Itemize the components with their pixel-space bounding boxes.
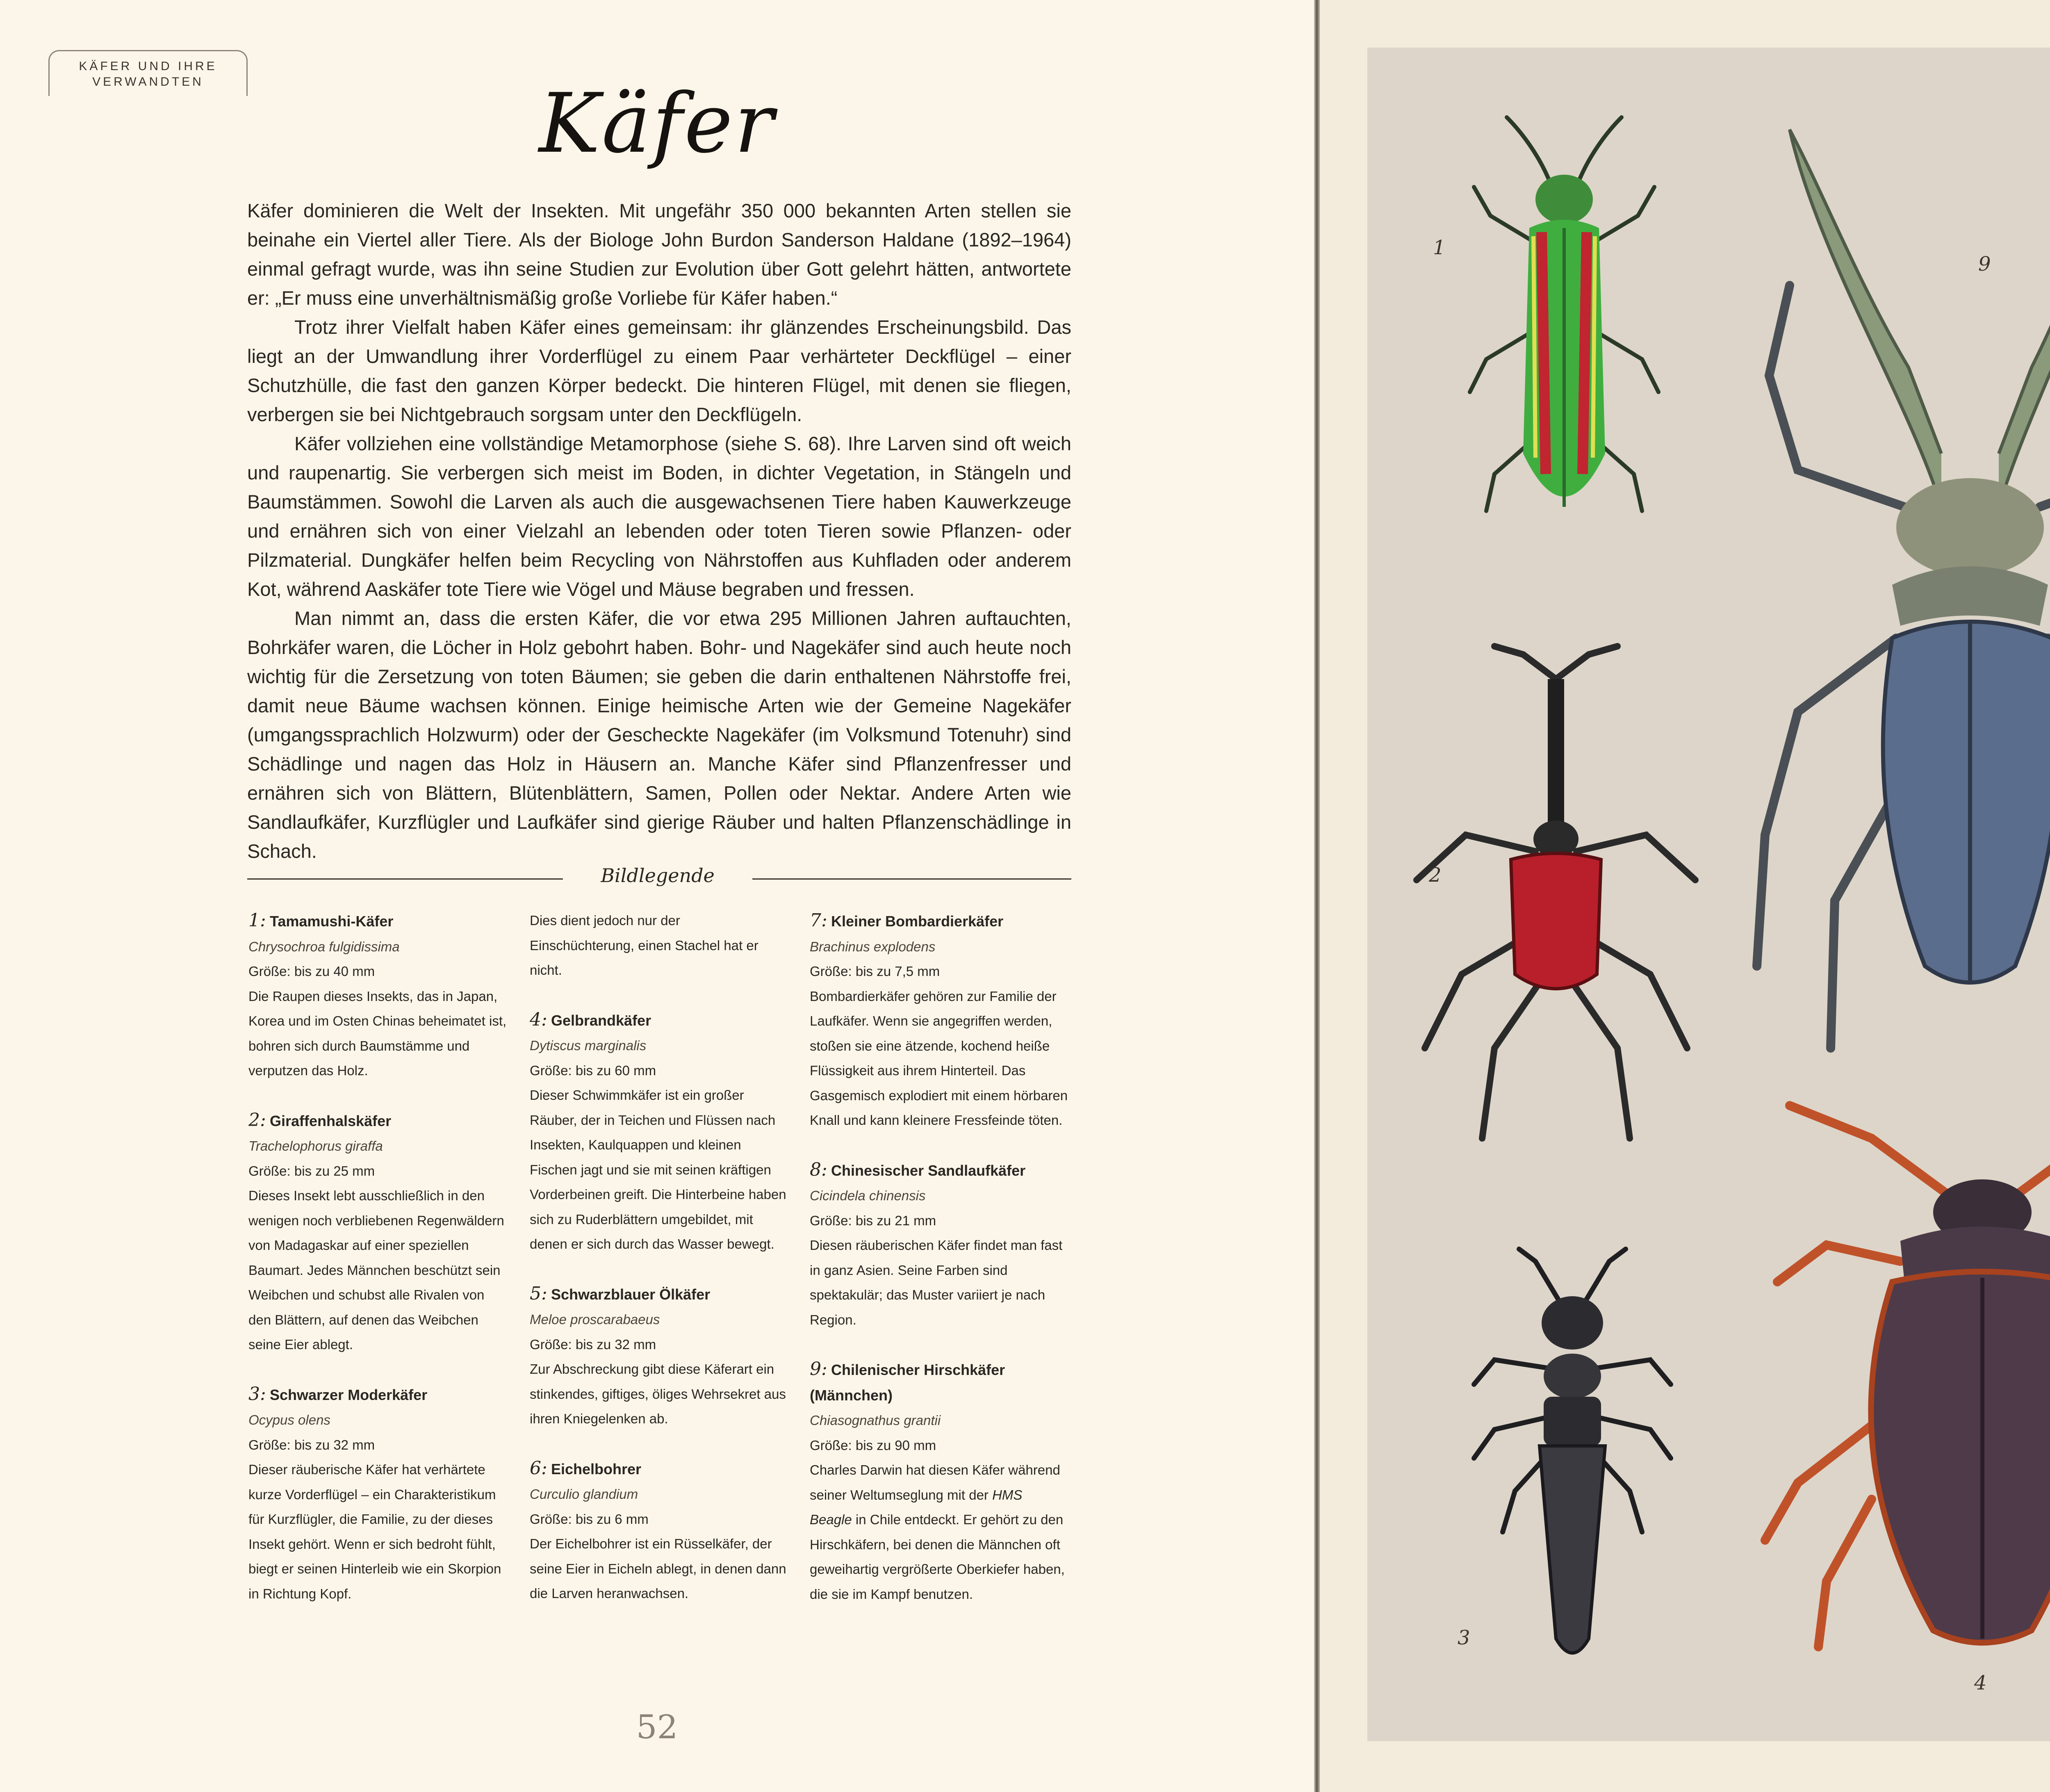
legend-entry-text: Zur Abschreckung gibt diese Käferart ein stinkendes, giftiges, öliges Wehrsekret aus ihren Kniegelenken ab. [530,1361,786,1426]
legend-entry-text: Dies dient jedoch nur der Einschüchterung, einen Stachel hat er nicht. [530,913,758,978]
legend-entry-number: 1: [248,910,266,931]
section-tab-line2: VERWANDTEN [92,75,204,89]
legend-entry-name: Gelbrandkäfer [551,1012,651,1029]
legend-entry-3-continuation [530,908,788,983]
page-title: Käfer [539,76,775,171]
legend-entry-latin: Brachinus explodens [810,939,936,954]
plate-number-3: 3 [1458,1626,1470,1649]
legend-entry-name: Chinesischer Sandlaufkäfer [831,1162,1026,1179]
legend-entry-number: 9: [810,1359,827,1379]
legend-entry-7 [810,908,1068,1133]
legend-entry-text-part: in Chile entdeckt. Er gehört zu den Hirschkäfern, bei denen die Männchen oft geweihartig vergrößerte Oberkiefer haben, die sie im Kampf benutzen. [810,1512,1065,1602]
legend-entry-latin: Ocypus olens [248,1412,330,1427]
legend-entry-number: 4: [530,1009,547,1030]
beetle-9-illustration [1728,113,2050,1130]
legend-entry-number: 8: [810,1159,827,1180]
book-gutter [1314,0,1320,1792]
legend-column-1 [248,908,507,1631]
legend-entry-latin: Chrysochroa fulgidissima [248,939,400,954]
legend-entry-text: Dieses Insekt lebt ausschließlich in den wenigen noch verbliebenen Regenwäldern von Madagaskar auf einer speziellen Baumart. Jedes Männchen beschützt sein Weibchen und schubst alle Rivalen von den Blättern, auf denen das Weibchen seine Eier ablegt. [248,1188,504,1352]
legend-entry-8 [810,1158,1068,1333]
legend-entry-name: Schwarzblauer Ölkäfer [551,1286,711,1303]
legend-entry-size: Größe: bis zu 40 mm [248,964,375,979]
beetle-4-illustration [1736,1089,2050,1692]
legend-entry-text: Dieser räuberische Käfer hat verhärtete kurze Vorderflügel – ein Charakteristikum für Kurzflügler, die Familie, zu der dieses Insekt gehört. Wenn er sich bedroht fühlt, biegt er seinen Hinterleib wie ein Skorpion in Richtung Kopf. [248,1462,501,1601]
legend-entry-latin: Meloe proscarabaeus [530,1312,660,1327]
legend-entry-name: Schwarzer Moderkäfer [270,1386,428,1403]
legend-entry-size: Größe: bis zu 25 mm [248,1163,375,1179]
intro-paragraph-1: Käfer dominieren die Welt der Insekten. Mit ungefähr 350 000 bekannten Arten stellen sie beinahe ein Viertel aller Tiere. Als der Biologe John Burdon Sanderson Haldane (1892–1964) einmal gefragt wurde, was ihn seine Studien zur Evolution über Gott gelehrt hätten, antwortete er: „Er muss eine unverhältnismäßig große Vorliebe für Käfer haben.“ [247,200,1071,309]
legend-entry-name: Kleiner Bombardierkäfer [831,913,1004,930]
legend-entry-latin: Dytiscus marginalis [530,1038,647,1053]
legend-entry-size: Größe: bis zu 6 mm [530,1511,649,1527]
legend-entry-size: Größe: bis zu 7,5 mm [810,964,940,979]
legend-entry-text: Die Raupen dieses Insekts, das in Japan, Korea und im Osten Chinas beheimatet ist, bohren sich durch Baumstämme und verputzen das Holz. [248,988,507,1078]
legend-entry-name: Eichelbohrer [551,1460,642,1477]
legend-entry-3 [248,1382,507,1607]
legend-entry-2 [248,1108,507,1357]
legend-entry-size: Größe: bis zu 32 mm [248,1437,375,1452]
legend-entry-text [810,1458,1068,1607]
legend-entry-number: 7: [810,910,827,931]
legend-entry-4 [530,1008,788,1257]
legend-column-2 [530,908,788,1631]
legend-entry-9 [810,1357,1068,1607]
intro-paragraph-3: Käfer vollziehen eine vollständige Metamorphose (siehe S. 68). Ihre Larven sind oft weich und raupenartig. Sie verbergen sich meist im Boden, in dichter Vegetation, in Stängeln und Baumstämmen. Sowohl die Larven als auch die ausgewachsenen Tiere haben Kauwerkzeuge und ernähren sich von einer Vielzahl an lebenden oder toten Tieren sowie Pflanzen- oder Pilzmaterial. Dungkäfer helfen beim Recycling von Nährstoffen aus Kuhfladen oder anderem Kot, während Aaskäfer tote Tiere wie Vögel und Mäuse begraben und fressen. [247,433,1071,600]
legend-entry-name: Giraffenhalskäfer [270,1112,392,1129]
legend-entry-size: Größe: bis zu 21 mm [810,1213,936,1228]
section-tab-line1: KÄFER UND IHRE [79,59,217,73]
legend-entry-size: Größe: bis zu 32 mm [530,1336,656,1352]
legend-entry-size: Größe: bis zu 60 mm [530,1062,656,1078]
page-number: 52 [636,1708,678,1746]
beetle-3-illustration [1458,1245,1687,1680]
intro-paragraph-2: Trotz ihrer Vielfalt haben Käfer eines gemeinsam: ihr glänzendes Erscheinungsbild. Das liegt an der Umwandlung ihrer Vorderflügel zu einem Paar verhärteter Deckflügel – einer Schutzhülle, die fast den ganzen Körper bedeckt. Die hinteren Flügel, mit denen sie fliegen, verbergen sie bei Nichtgebrauch sorgsam unter den Deckflügeln. [247,316,1071,425]
legend-entry-name: Tamamushi-Käfer [270,913,394,930]
legend-entry-name: Chilenischer Hirschkäfer (Männchen) [810,1361,1005,1404]
plate-number-9: 9 [1978,253,1991,276]
legend-entry-6 [530,1456,788,1606]
legend-entry-number: 3: [248,1383,266,1404]
legend-entry-5 [530,1281,788,1432]
intro-paragraph-4: Man nimmt an, dass die ersten Käfer, die vor etwa 295 Millionen Jahren auftauchten, Bohrkäfer waren, die Löcher in Holz gebohrt haben. Bohr- und Nagekäfer sind auch heute noch wichtig für die Zersetzung von toten Bäumen; sie geben die darin enthaltenen Nährstoffe frei, damit neue Bäume wachsen können. Einige heimische Arten wie der Gemeine Nagekäfer (umgangssprachlich Holzwurm) oder der Gescheckte Nagekäfer (im Volksmund Totenuhr) sind Schädlinge und nagen das Holz in Häusern an. Manche Käfer sind Pflanzenfresser und ernähren sich von Blättern, Blütenblättern, Samen, Pollen oder Nektar. Andere Arten wie Sandlaufkäfer, Kurzflügler und Laufkäfer sind gierige Räuber und halten Pflanzenschädlinge in Schach. [247,607,1071,862]
legend-rule-left [247,878,563,880]
plate-number-2: 2 [1429,864,1442,887]
legend-entry-size: Größe: bis zu 90 mm [810,1437,936,1453]
legend-title: Bildlegende [601,864,715,887]
legend-entry-latin: Curculio glandium [530,1486,638,1502]
legend-entry-number: 2: [248,1109,266,1131]
legend-entry-1 [248,908,507,1083]
legend-entry-latin: Chiasognathus grantii [810,1413,941,1428]
legend-column-3 [810,908,1068,1631]
illustration-plate [1367,48,2050,1741]
legend-entry-text-part: Charles Darwin hat diesen Käfer während seiner Weltumseglung mit der [810,1462,1060,1502]
right-page [1320,0,2050,1792]
legend-entry-latin: Cicindela chinensis [810,1188,926,1203]
plate-number-1: 1 [1433,236,1446,259]
legend-entry-number: 6: [530,1457,547,1479]
legend-entry-text: Bombardierkäfer gehören zur Familie der Laufkäfer. Wenn sie angegriffen werden, stoßen sie eine ätzende, kochend heiße Flüssigkeit aus ihrem Hinterteil. Das Gasgemisch explodiert mit einem hörbaren Knall und kann kleinere Fressfeinde töten. [810,988,1068,1128]
legend-entry-text: Der Eichelbohrer ist ein Rüsselkäfer, der seine Eier in Eicheln ablegt, in denen dann die Larven heranwachsen. [530,1536,786,1601]
legend-rule-right [752,878,1071,880]
intro-text [247,196,1071,866]
plate-number-4: 4 [1974,1671,1987,1694]
legend-entry-number: 5: [530,1283,547,1304]
beetle-2-illustration [1400,638,1712,1151]
beetle-1-illustration [1458,105,1671,556]
legend-entry-text: Diesen räuberischen Käfer findet man fast in ganz Asien. Seine Farben sind spektakulär; das Muster variiert je nach Region. [810,1238,1063,1327]
legend-entry-text: Dieser Schwimmkäfer ist ein großer Räuber, der in Teichen und Flüssen nach Insekten, Kaulquappen und kleinen Fischen jagt und sie mit seinen kräftigen Vorderbeinen greift. Die Hinterbeine haben sich zu Ruderblättern umgebildet, mit denen er sich durch das Wasser bewegt. [530,1088,786,1252]
legend-entry-ship-name: HMS Beagle [810,1487,1023,1527]
legend-heading [247,864,1071,893]
legend-entry-latin: Trachelophorus giraffa [248,1138,383,1154]
